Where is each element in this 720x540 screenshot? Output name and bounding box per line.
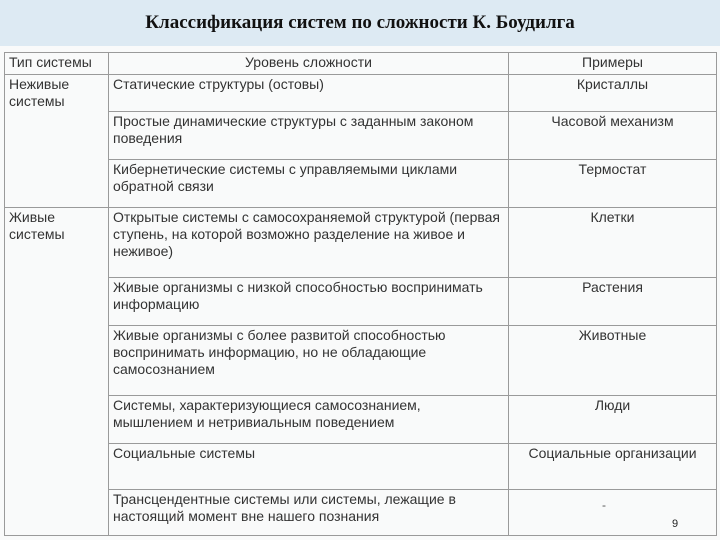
table-row [5,395,717,443]
level-cell: Системы, характеризующиеся самосознанием, мышлением и нетривиальным поведением [109,395,509,443]
classification-table [4,52,717,536]
type-cell: Живые системы [5,207,109,277]
header-examples: Примеры [509,53,717,75]
page-number: 9 [672,518,679,530]
type-cell-empty [5,443,109,489]
type-cell-empty [5,489,109,535]
type-cell: Неживые системы [5,75,109,112]
table-row [5,325,717,395]
level-cell: Живые организмы с более развитой способностью воспринимать информацию, но не обладающие самосознанием [109,325,509,395]
type-cell-empty [5,111,109,159]
level-cell: Социальные системы [109,443,509,489]
table-row [5,111,717,159]
example-cell: Клетки [509,207,717,277]
header-level: Уровень сложности [109,53,509,75]
example-cell: Часовой механизм [509,111,717,159]
table-row [5,489,717,535]
slide-title: Классификация систем по сложности К. Боудилга [145,12,575,33]
level-cell: Трансцендентные системы или системы, лежащие в настоящий момент вне нашего познания [109,489,509,535]
type-cell-empty [5,159,109,207]
level-cell: Простые динамические структуры с заданным законом поведения [109,111,509,159]
example-cell: Термостат [509,159,717,207]
example-cell: Люди [509,395,717,443]
header-type: Тип системы [5,53,109,75]
type-cell-empty [5,325,109,395]
table-row [5,277,717,325]
title-bar [0,0,720,46]
dash-mark: - [602,498,606,512]
table-header-row [5,53,717,75]
table-row [5,75,717,112]
example-cell [509,489,717,535]
level-cell: Статические структуры (остовы) [109,75,509,112]
type-cell-empty [5,277,109,325]
example-cell: Растения [509,277,717,325]
table-row [5,159,717,207]
example-cell: Кристаллы [509,75,717,112]
example-cell: Животные [509,325,717,395]
level-cell: Открытые системы с самосохраняемой структурой (первая ступень, на которой возможно разделение на живое и неживое) [109,207,509,277]
table-row [5,207,717,277]
example-cell: Социальные организации [509,443,717,489]
table-row [5,443,717,489]
type-cell-empty [5,395,109,443]
level-cell: Кибернетические системы с управляемыми циклами обратной связи [109,159,509,207]
level-cell: Живые организмы с низкой способностью воспринимать информацию [109,277,509,325]
